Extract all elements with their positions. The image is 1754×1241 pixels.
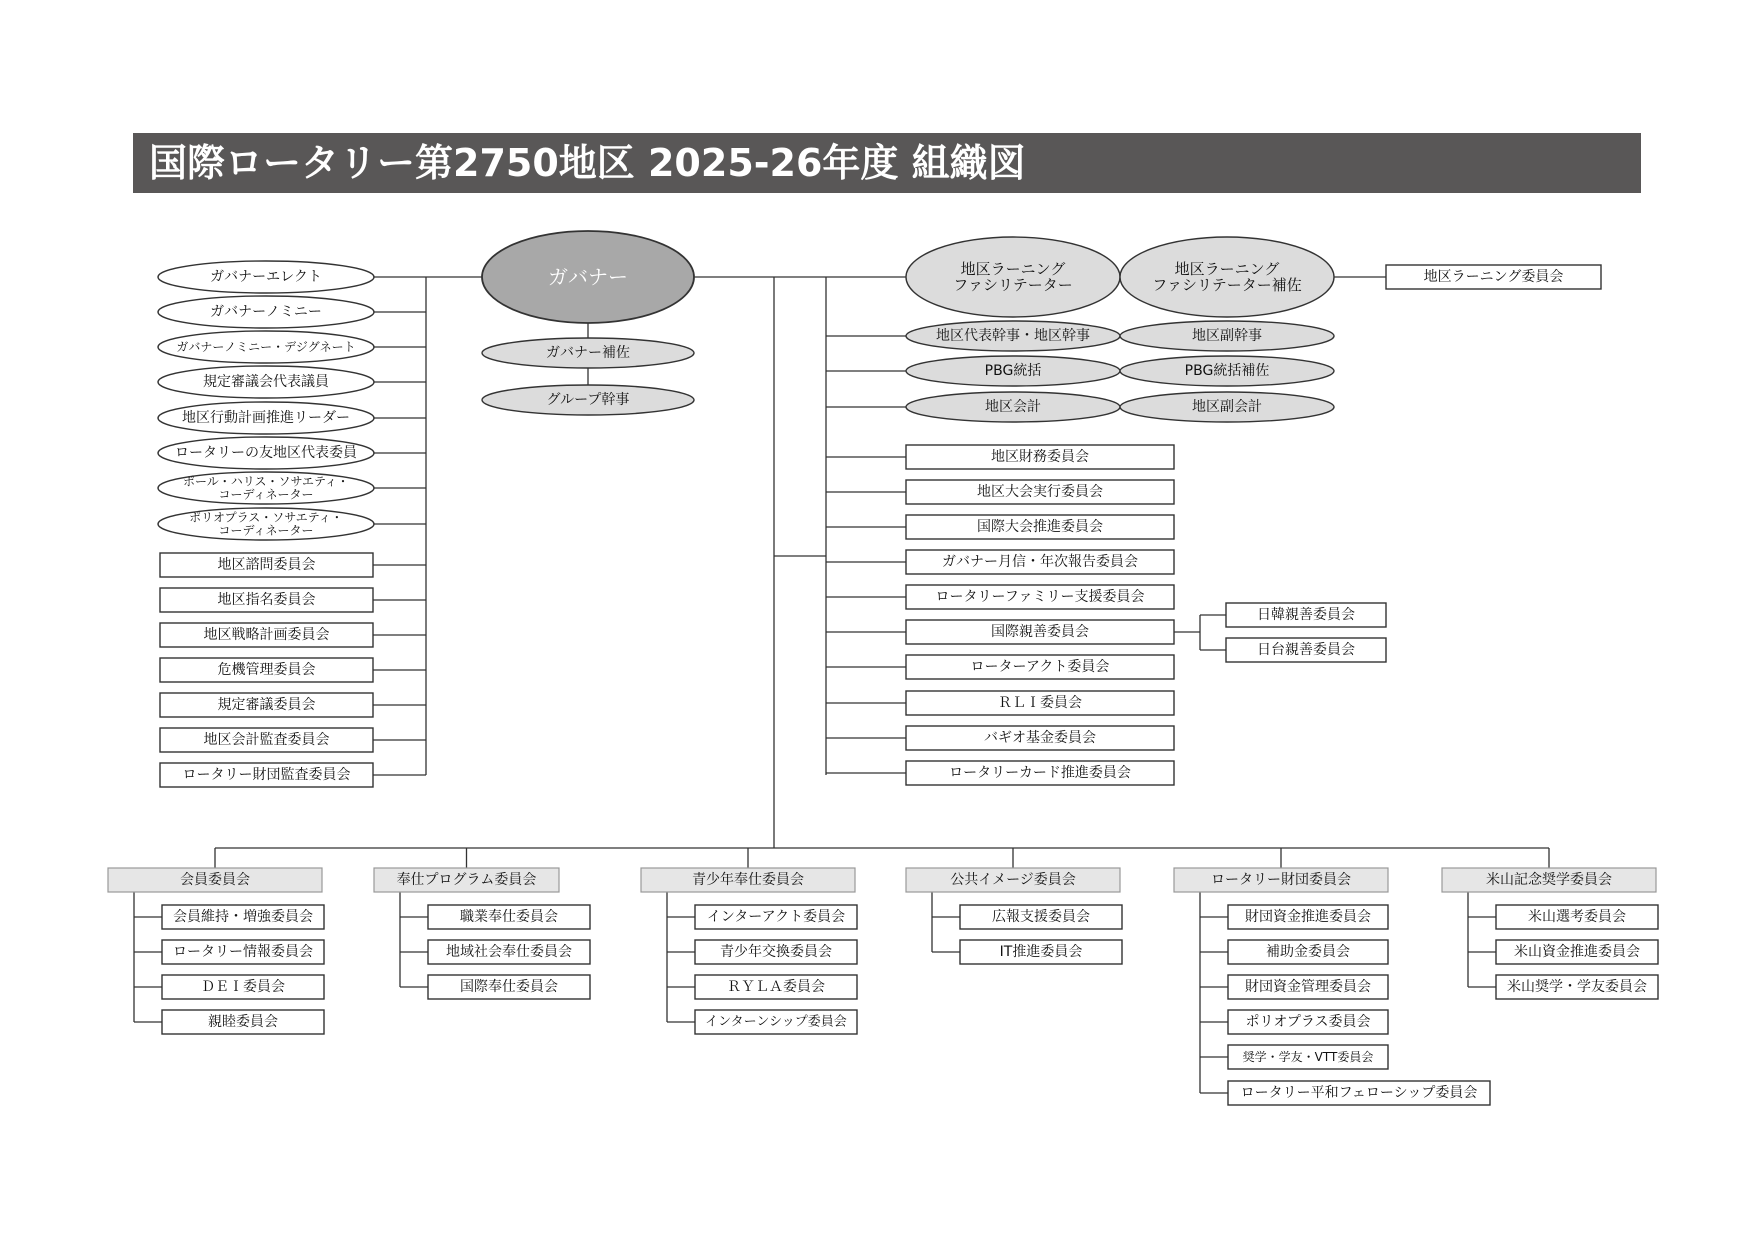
right-box-node-label: 国際大会推進委員会 <box>977 519 1103 535</box>
group-item-node-label: 補助金委員会 <box>1266 944 1350 960</box>
group-item-node-label: ロータリー平和フェローシップ委員会 <box>1240 1085 1478 1101</box>
group-item-node <box>1228 1081 1490 1105</box>
group-item-node-label: 職業奉仕委員会 <box>460 909 558 925</box>
group-item-node-label: 親睦委員会 <box>208 1014 278 1030</box>
group-item-node-label: IT推進委員会 <box>999 944 1083 960</box>
officer-assist-node-label: 地区副会計 <box>1192 399 1262 415</box>
goodwill-sub-node-label: 日台親善委員会 <box>1257 642 1355 658</box>
governor-sub-node-label: ガバナー補佐 <box>546 345 630 361</box>
officer-assist-node <box>1120 321 1334 351</box>
right-box-node-label: ローターアクト委員会 <box>970 659 1110 675</box>
right-box-node <box>906 691 1174 715</box>
officer-node <box>906 321 1120 351</box>
left-box-node-label: ロータリー財団監査委員会 <box>182 767 351 783</box>
group-item-node <box>162 1010 324 1034</box>
left-oval-node-label: 地区行動計画推進リーダー <box>182 410 350 426</box>
group-head-node <box>1442 868 1656 892</box>
group-item-node <box>1496 940 1658 964</box>
group-head-node-label: ロータリー財団委員会 <box>1211 872 1351 888</box>
group-head-node-label: 公共イメージ委員会 <box>950 872 1076 888</box>
group-item-node <box>960 905 1122 929</box>
group-item-node <box>428 905 590 929</box>
right-box-node <box>906 761 1174 785</box>
officer-assist-node <box>1120 392 1334 422</box>
left-oval-node <box>158 261 374 293</box>
left-oval-node-label: 規定審議会代表議員 <box>203 374 329 390</box>
right-box-node-label: ロータリーカード推進委員会 <box>949 765 1131 781</box>
learning-committee-node-label: 地区ラーニング委員会 <box>1423 269 1564 285</box>
governor-sub-node <box>482 338 694 368</box>
group-item-node-label: 米山選考委員会 <box>1528 909 1626 925</box>
officer-node-label: 地区代表幹事・地区幹事 <box>936 328 1090 344</box>
trainer-node <box>906 237 1120 317</box>
right-box-node-label: ガバナー月信・年次報告委員会 <box>942 554 1138 570</box>
group-item-node <box>1228 975 1388 999</box>
group-item-node-label: 財団資金管理委員会 <box>1245 979 1371 995</box>
left-oval-node <box>158 296 374 328</box>
goodwill-sub-node-label: 日韓親善委員会 <box>1257 607 1355 623</box>
group-item-node <box>1228 940 1388 964</box>
left-box-node <box>160 763 373 787</box>
group-item-node <box>1496 905 1658 929</box>
right-box-node <box>906 550 1174 574</box>
right-box-node <box>906 445 1174 469</box>
left-box-node <box>160 588 373 612</box>
group-item-node-label: ポリオプラス委員会 <box>1245 1014 1371 1030</box>
trainer-assist-node-label: 地区ラーニング <box>1174 260 1280 279</box>
left-oval-node-label: ポール・ハリス・ソサエティ・ <box>182 474 350 489</box>
group-head-node-label: 青少年奉仕委員会 <box>692 872 804 888</box>
trainer-node-label: ファシリテーター <box>953 275 1073 294</box>
right-box-node-label: ロータリーファミリー支援委員会 <box>935 589 1145 605</box>
group-item-node-label: 青少年交換委員会 <box>720 944 832 960</box>
group-item-node-label: ＤＥＩ委員会 <box>201 979 285 995</box>
group-item-node <box>1496 975 1658 999</box>
officer-assist-node-label: 地区副幹事 <box>1192 328 1262 344</box>
trainer-assist-node-label: ファシリテーター補佐 <box>1152 275 1302 294</box>
left-box-node <box>160 658 373 682</box>
left-oval-node-label: ロータリーの友地区代表委員 <box>175 445 357 461</box>
officer-node <box>906 392 1120 422</box>
officer-assist-node-label: PBG統括補佐 <box>1184 363 1270 379</box>
officer-node-label: 地区会計 <box>985 399 1041 415</box>
left-box-node-label: 地区戦略計画委員会 <box>203 627 330 643</box>
chart-nodes <box>108 231 1658 1105</box>
group-item-node-label: 米山奨学・学友委員会 <box>1507 979 1647 995</box>
group-item-node-label: インターンシップ委員会 <box>705 1014 847 1030</box>
left-oval-node <box>158 472 374 504</box>
left-box-node-label: 地区諮問委員会 <box>217 557 316 573</box>
group-item-node <box>1228 905 1388 929</box>
left-oval-node-label: ガバナーエレクト <box>210 269 322 285</box>
group-item-node <box>162 975 324 999</box>
left-oval-node <box>158 366 374 398</box>
officer-assist-node <box>1120 356 1334 386</box>
governor-node <box>482 231 694 323</box>
governor-sub-node <box>482 385 694 415</box>
right-box-node <box>906 620 1174 644</box>
officer-node-label: PBG統括 <box>984 363 1042 379</box>
group-head-node <box>641 868 855 892</box>
right-box-node <box>906 585 1174 609</box>
right-box-node-label: 地区財務委員会 <box>991 449 1089 465</box>
right-box-node <box>906 480 1174 504</box>
group-item-node-label: 国際奉仕委員会 <box>460 979 558 995</box>
left-box-node-label: 地区指名委員会 <box>217 592 316 608</box>
left-box-node <box>160 553 373 577</box>
group-item-node <box>695 1010 857 1034</box>
group-item-node <box>695 975 857 999</box>
governor-sub-node-label: グループ幹事 <box>546 392 630 408</box>
right-box-node-label: ＲＬＩ委員会 <box>998 695 1082 711</box>
left-box-node-label: 危機管理委員会 <box>217 662 316 678</box>
group-head-node <box>1174 868 1388 892</box>
group-item-node <box>1228 1045 1388 1069</box>
group-head-node-label: 奉仕プログラム委員会 <box>396 872 537 888</box>
group-head-node-label: 米山記念奨学委員会 <box>1486 872 1612 888</box>
group-item-node-label: 米山資金推進委員会 <box>1514 944 1640 960</box>
group-item-node <box>695 905 857 929</box>
left-box-node <box>160 623 373 647</box>
group-item-node <box>428 975 590 999</box>
group-item-node <box>428 940 590 964</box>
group-item-node-label: インターアクト委員会 <box>706 909 846 925</box>
left-oval-node-label: コーディネーター <box>218 523 314 538</box>
left-box-node <box>160 693 373 717</box>
group-item-node-label: 奨学・学友・VTT委員会 <box>1242 1050 1374 1064</box>
group-item-node-label: ＲＹＬＡ委員会 <box>727 979 825 995</box>
trainer-assist-node <box>1120 237 1334 317</box>
group-item-node <box>695 940 857 964</box>
goodwill-sub-node <box>1226 603 1386 627</box>
group-item-node <box>1228 1010 1388 1034</box>
left-oval-node <box>158 508 374 540</box>
group-head-node <box>374 868 559 892</box>
trainer-node-label: 地区ラーニング <box>960 260 1066 279</box>
goodwill-sub-node <box>1226 638 1386 662</box>
left-box-node <box>160 728 373 752</box>
page-title: 国際ロータリー第2750地区 2025-26年度 組織図 <box>149 141 1026 185</box>
right-box-node <box>906 655 1174 679</box>
group-item-node-label: 財団資金推進委員会 <box>1245 909 1371 925</box>
left-box-node-label: 地区会計監査委員会 <box>203 732 330 748</box>
right-box-node-label: 国際親善委員会 <box>991 624 1089 640</box>
right-box-node <box>906 515 1174 539</box>
left-oval-node <box>158 402 374 434</box>
group-item-node-label: ロータリー情報委員会 <box>173 944 313 960</box>
left-box-node-label: 規定審議委員会 <box>217 697 316 713</box>
left-oval-node <box>158 437 374 469</box>
group-item-node-label: 会員維持・増強委員会 <box>173 909 313 925</box>
connector-lines <box>134 277 1549 1093</box>
group-item-node <box>960 940 1122 964</box>
governor-node-label: ガバナー <box>548 265 628 289</box>
left-oval-node-label: ポリオプラス・ソサエティ・ <box>189 510 343 525</box>
group-head-node <box>906 868 1120 892</box>
group-head-node <box>108 868 322 892</box>
left-oval-node-label: コーディネーター <box>218 487 314 502</box>
right-box-node-label: 地区大会実行委員会 <box>977 484 1103 500</box>
group-head-node-label: 会員委員会 <box>180 872 250 888</box>
group-item-node-label: 地域社会奉仕委員会 <box>446 944 572 960</box>
group-item-node <box>162 940 324 964</box>
right-box-node-label: バギオ基金委員会 <box>984 730 1096 746</box>
group-item-node-label: 広報支援委員会 <box>992 909 1090 925</box>
right-box-node <box>906 726 1174 750</box>
left-oval-node <box>158 331 374 363</box>
group-item-node <box>162 905 324 929</box>
left-oval-node-label: ガバナーノミニー・デジグネート <box>176 340 356 354</box>
learning-committee-node <box>1386 265 1601 289</box>
officer-node <box>906 356 1120 386</box>
left-oval-node-label: ガバナーノミニー <box>210 304 322 320</box>
